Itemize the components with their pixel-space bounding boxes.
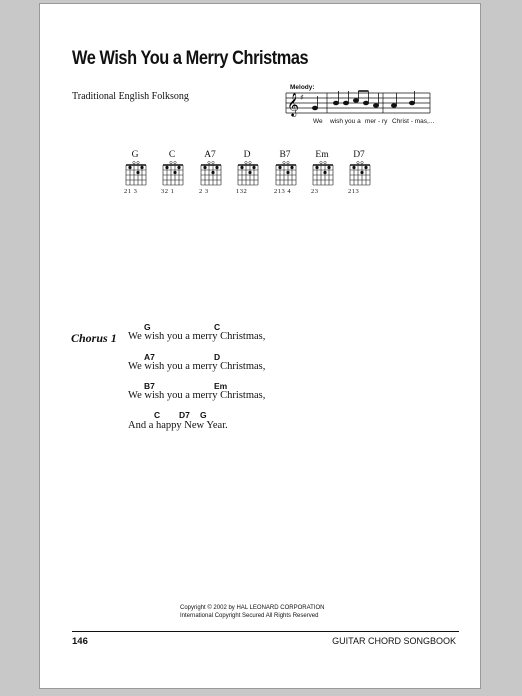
chord-symbol: C (214, 322, 221, 332)
chord-name: C (168, 150, 176, 160)
lyric-line: And a happy New Year. (128, 420, 228, 431)
chord-symbol: C (154, 410, 161, 420)
chord-symbol: D7 (179, 410, 190, 420)
chord-name: G (131, 150, 139, 160)
chord-grid (124, 161, 148, 187)
melody-note (373, 104, 378, 108)
melody-lyric: Christ - mas,... (392, 118, 435, 125)
chord-symbol: G (200, 410, 207, 420)
chord-name: D7 (353, 150, 365, 160)
melody-label: Melody: (290, 84, 315, 91)
song-title: We Wish You a Merry Christmas (72, 48, 309, 69)
chord-grid (161, 161, 185, 187)
chord-name: B7 (279, 150, 291, 160)
page-number: 146 (72, 636, 88, 647)
chord-name: A7 (204, 150, 216, 160)
chord-name: Em (315, 150, 329, 160)
lyric-line: We wish you a merry Christmas, (128, 361, 266, 372)
melody-note (409, 101, 414, 105)
chord-grid (274, 161, 298, 187)
melody-note (312, 106, 317, 110)
chord-symbol: G (144, 322, 151, 332)
sharp-icon: ♯ (300, 93, 304, 102)
chord-symbol: D (214, 352, 221, 362)
lyric-line: We wish you a merry Christmas, (128, 331, 266, 342)
chord-fingering: 213 4 (274, 188, 292, 195)
melody-lyric: wish you a (330, 118, 361, 125)
chord-grid (236, 161, 260, 187)
copyright-line: Copyright © 2002 by HAL LEONARD CORPORATION (180, 605, 325, 611)
melody-note (391, 104, 396, 108)
melody-note (333, 101, 338, 105)
copyright-line: International Copyright Secured All Rights Reserved (180, 613, 319, 619)
melody-lyric: mer - ry (365, 118, 388, 125)
chord-grid (311, 161, 335, 187)
melody-note (343, 101, 348, 105)
book-title: GUITAR CHORD SONGBOOK (332, 636, 456, 646)
chord-grid (199, 161, 223, 187)
chord-fingering: 132 (236, 188, 248, 195)
chord-symbol: Em (214, 381, 228, 391)
chord-fingering: 213 (348, 188, 360, 195)
chord-name: D (243, 150, 251, 160)
songbook-page (39, 3, 481, 689)
melody-lyric: We (313, 118, 323, 125)
melody-staff (280, 89, 440, 121)
chord-fingering: 23 (311, 188, 319, 195)
chord-grid (348, 161, 372, 187)
lyric-line: We wish you a merry Christmas, (128, 390, 266, 401)
song-subtitle: Traditional English Folksong (72, 91, 189, 102)
chord-fingering: 2 3 (199, 188, 209, 195)
melody-note (353, 99, 358, 103)
chord-fingering: 32 1 (161, 188, 175, 195)
footer-divider (72, 631, 459, 632)
chord-fingering: 21 3 (124, 188, 138, 195)
section-label: Chorus 1 (71, 331, 117, 345)
chord-symbol: B7 (144, 381, 155, 391)
chord-symbol: A7 (144, 352, 155, 362)
copyright-notice (180, 604, 324, 620)
melody-note (363, 101, 368, 105)
treble-clef-icon: 𝄞 (287, 92, 299, 116)
